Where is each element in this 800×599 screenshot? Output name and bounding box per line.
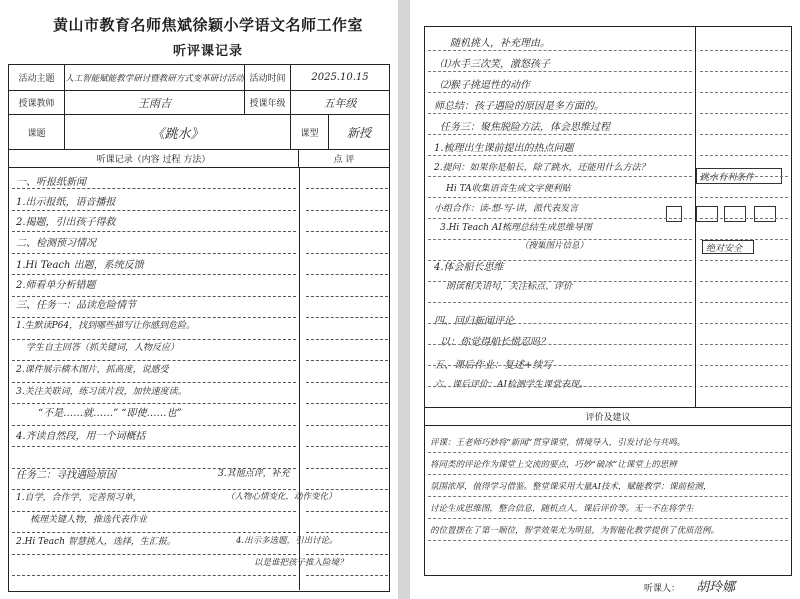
mindmap-node <box>666 206 682 222</box>
ruled-line <box>12 382 296 383</box>
left-line: 2.揭题，引出孩子得救 <box>16 217 116 228</box>
ruled-line <box>306 188 388 189</box>
document-subtitle: 听评课记录 <box>172 44 243 59</box>
right-line: 任务三：聚焦脱险方法，体会思维过程 <box>440 122 610 133</box>
ruled-line <box>700 239 788 240</box>
ruled-line <box>700 323 788 324</box>
ruled-line <box>306 575 388 576</box>
type-label: 课型 <box>291 115 329 149</box>
ruled-line <box>306 468 388 469</box>
ruled-line <box>12 403 296 404</box>
ruled-line <box>428 518 788 519</box>
ruled-line <box>700 176 788 177</box>
ruled-line <box>12 575 296 576</box>
grade-value: 五年级 <box>291 91 389 115</box>
ruled-line <box>700 260 788 261</box>
page-gutter <box>398 0 410 599</box>
ruled-line <box>428 176 692 177</box>
ruled-line <box>12 425 296 426</box>
type-value: 新授 <box>346 125 371 140</box>
right-line: 师总结：孩子遇险的原因是多方面的。 <box>434 101 604 112</box>
left-line: 一、听报纸新闻 <box>16 177 86 188</box>
right-line: 五、课后作业：复述+续写 <box>434 360 553 371</box>
left-line: 任务二：寻找遇险原因 <box>16 470 116 481</box>
ruled-line <box>12 446 296 447</box>
ruled-line <box>700 113 788 114</box>
ruled-line <box>428 50 692 51</box>
ruled-line <box>306 554 388 555</box>
ruled-line <box>428 323 692 324</box>
ruled-line <box>700 302 788 303</box>
ruled-line <box>12 360 296 361</box>
ruled-line <box>12 274 296 275</box>
right-page <box>410 0 800 599</box>
record-header-right: 点 评 <box>299 150 389 168</box>
ruled-line <box>12 188 296 189</box>
ruled-line <box>12 231 296 232</box>
ruled-line <box>12 210 296 211</box>
ruled-line <box>428 365 692 366</box>
grade-label: 授课年级 <box>245 91 291 115</box>
ruled-line <box>12 296 296 297</box>
left-line: 梳理关键人物，推选代表作业 <box>30 515 148 525</box>
ruled-line <box>12 532 296 533</box>
ruled-line <box>306 382 388 383</box>
right-line: 朗读相关语句，关注标点、评价 <box>446 282 573 292</box>
mindmap-node <box>696 206 718 222</box>
ruled-line <box>428 113 692 114</box>
ruled-line <box>428 197 692 198</box>
left-line: 3.关注关联词，练习读片段，加快速度读。 <box>16 387 187 397</box>
signature-value: 胡玲娜 <box>696 580 736 595</box>
right-line: ⑵猴子挑逗性的动作 <box>440 80 530 91</box>
right-line: 四、回归新闻评论 <box>434 316 514 327</box>
left-line: （人物心情变化，动作变化） <box>226 492 337 502</box>
ruled-line <box>428 496 788 497</box>
ruled-line <box>428 302 692 303</box>
document-title: 黄山市教育名师焦斌徐颖小学语文名师工作室 <box>52 16 363 34</box>
right-line: 随机挑人，补充理由。 <box>450 38 550 49</box>
ruled-line <box>306 532 388 533</box>
left-page <box>0 0 398 599</box>
topic-value: 《跳水》 <box>65 115 291 149</box>
right-line: 3.Hi Teach AI梳理总结生成思维导图 <box>440 223 592 233</box>
left-line: 二、检测预习情况 <box>16 238 96 249</box>
ruled-line <box>428 155 692 156</box>
evaluation-line: 将同类的评论作为课堂上交流的要点，巧妙“破冰”让课堂上的思辨 <box>430 460 677 470</box>
ruled-line <box>428 260 692 261</box>
ruled-line <box>306 489 388 490</box>
activity-theme-label: 活动主题 <box>9 65 65 91</box>
left-line: 2.师看单分析错题 <box>16 280 96 291</box>
ruled-line <box>306 231 388 232</box>
right-line: 4.体会船长思维 <box>434 262 504 273</box>
mindmap-node <box>754 206 776 222</box>
ruled-line <box>700 218 788 219</box>
left-line: 2.课件展示横木图片，抓高度，说感受 <box>16 365 169 375</box>
ruled-line <box>700 344 788 345</box>
ruled-line <box>700 71 788 72</box>
ruled-line <box>306 253 388 254</box>
ruled-line <box>428 92 692 93</box>
left-line: 三、任务一：品读危险情节 <box>16 300 136 311</box>
ruled-line <box>700 386 788 387</box>
left-line: 1.Hi Teach 出题，系统反馈 <box>16 260 144 271</box>
right-line: ⑴水手三次笑，激怒孩子 <box>440 59 550 70</box>
ruled-line <box>12 511 296 512</box>
activity-time-label: 活动时间 <box>245 65 291 91</box>
evaluation-header: 评价及建议 <box>425 408 791 426</box>
teacher-value: 王雨吉 <box>65 91 245 115</box>
left-line: 1.自学，合作学，完善预习单， <box>16 493 142 503</box>
ruled-line <box>428 239 692 240</box>
ruled-line <box>428 452 788 453</box>
ruled-line <box>12 339 296 340</box>
ruled-line <box>700 50 788 51</box>
ruled-line <box>428 386 692 387</box>
record-header-left: 听课记录（内容 过程 方法） <box>9 150 299 168</box>
ruled-line <box>12 554 296 555</box>
left-line: 1.生默读P64，找到哪些描写让你感到危险。 <box>16 321 196 331</box>
mindmap-node <box>724 206 746 222</box>
right-line: 小组合作：读-想-写-讲，派代表发言 <box>434 204 579 214</box>
comment-column-divider <box>299 168 300 590</box>
right-line: 1.梳理出生课前提出的热点问题 <box>434 143 574 154</box>
ruled-line <box>306 360 388 361</box>
ruled-line <box>12 317 296 318</box>
left-line: “不是……就……” “即使……也” <box>38 408 182 419</box>
ruled-line <box>306 339 388 340</box>
left-line: 4.齐读自然段，用一个词概括 <box>16 431 146 442</box>
evaluation-line: 讨论生成思维图，整合信息，随机点人，课后评价等。无一不在将学生 <box>430 504 694 514</box>
evaluation-table <box>424 408 792 576</box>
ruled-line <box>700 155 788 156</box>
ruled-line <box>306 317 388 318</box>
ruled-line <box>428 474 788 475</box>
right-line: 以：你觉得船长慌忍吗？ <box>440 337 550 348</box>
left-line: 4.出示多选题，引出讨论。 <box>236 536 338 546</box>
topic-label: 课题 <box>9 115 65 149</box>
left-line: 3.其他点评，补充 <box>218 469 290 479</box>
left-line: 以是谁把孩子推入险境？ <box>254 558 348 568</box>
left-line: 2.Hi Teach 智慧挑人，选择，生汇报。 <box>16 537 176 547</box>
ruled-line <box>428 71 692 72</box>
right-line: Hi TA收集语音生成文字便利贴 <box>446 184 571 194</box>
ruled-line <box>306 446 388 447</box>
activity-time-value: 2025.10.15 <box>291 65 389 91</box>
evaluation-line: 氛围浓厚，值得学习借鉴。整堂课采用大量AI技术，赋能教学：课前检测， <box>430 482 712 492</box>
ruled-line <box>700 365 788 366</box>
right-line: （搜集图片信息） <box>520 241 589 251</box>
left-line: 1.出示报纸，语音播报 <box>16 197 116 208</box>
ruled-line <box>306 274 388 275</box>
ruled-line <box>306 425 388 426</box>
ruled-line <box>700 281 788 282</box>
ruled-line <box>12 253 296 254</box>
ruled-line <box>306 210 388 211</box>
ruled-line <box>700 134 788 135</box>
mindmap-top-label: 跳水有利条件 <box>700 173 755 183</box>
teacher-label: 授课教师 <box>9 91 65 115</box>
ruled-line <box>306 296 388 297</box>
left-line: 学生自主回答（抓关键词，人物反应） <box>26 343 180 353</box>
ruled-line <box>306 403 388 404</box>
ruled-line <box>306 511 388 512</box>
ruled-line <box>428 218 692 219</box>
ruled-line <box>12 468 296 469</box>
ruled-line <box>700 92 788 93</box>
evaluation-line: 的位置摆在了第一顺位，智学效果尤为明显，为智能化教学提供了优质范例。 <box>430 526 720 536</box>
activity-theme-value: 人工智能赋能教学研讨暨教研方式变革研讨活动 <box>65 65 245 91</box>
right-line: 2.提问：如果你是船长，除了跳水，还能用什么方法？ <box>434 163 650 173</box>
info-table <box>8 64 390 150</box>
evaluation-line: 评课：王老师巧妙将“新闻”贯穿课堂，情境导入，引发讨论与共鸣。 <box>430 438 686 448</box>
ruled-line <box>428 540 788 541</box>
ruled-line <box>428 134 692 135</box>
signature-label: 听课人： <box>644 584 681 594</box>
ruled-line <box>428 344 692 345</box>
ruled-line <box>700 197 788 198</box>
ruled-line <box>428 281 692 282</box>
mindmap-bottom-label: 绝对安全 <box>706 244 743 254</box>
right-line: 六、课后评价：AI检测学生课堂表现。 <box>434 380 589 390</box>
ruled-line <box>12 489 296 490</box>
